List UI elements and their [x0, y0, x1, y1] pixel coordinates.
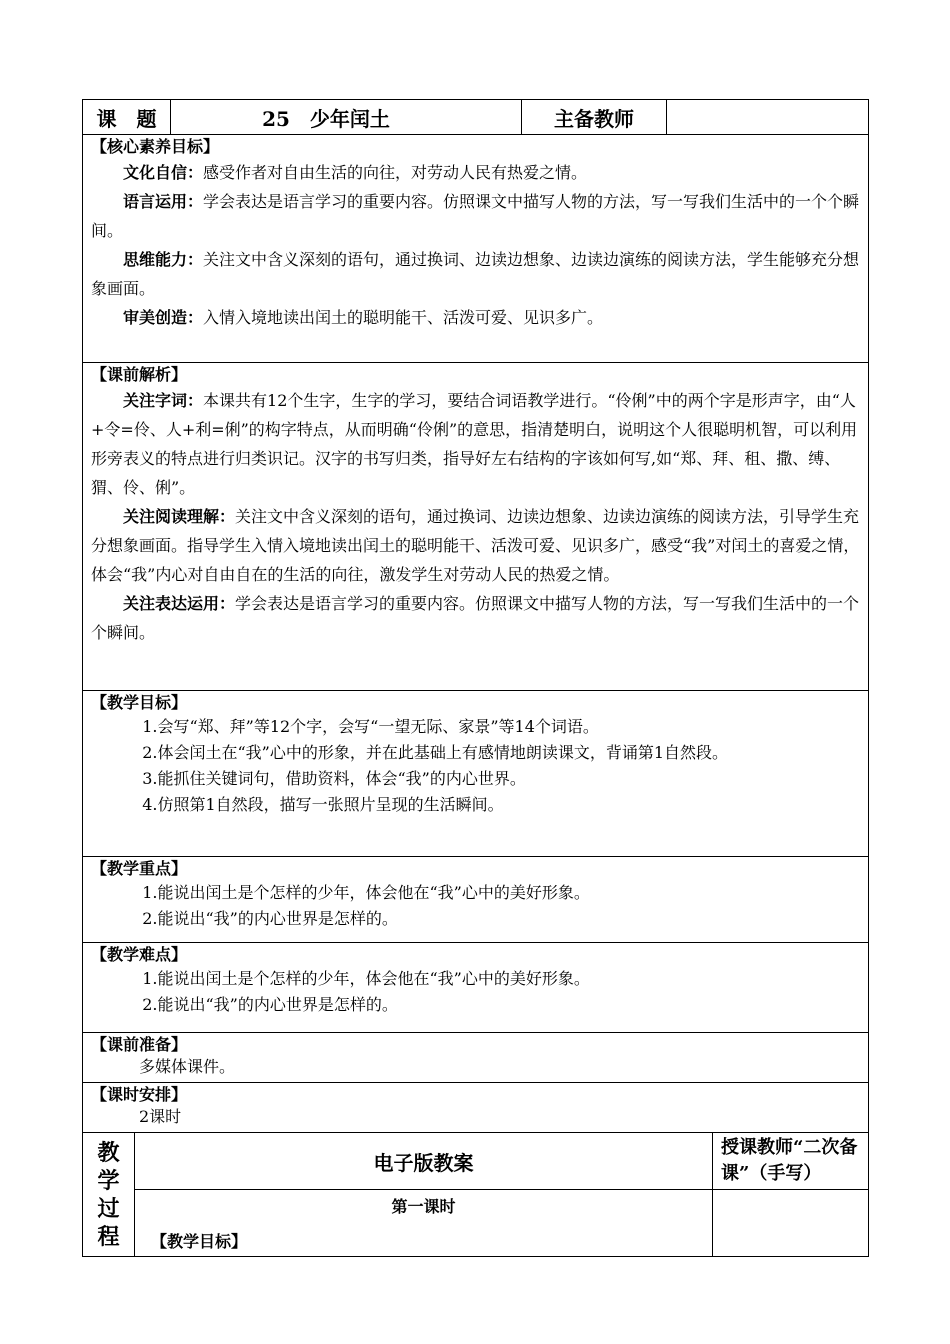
key-point-item: 1.能说出闰土是个怎样的少年，体会他在“我”心中的美好形象。 — [142, 883, 590, 902]
lesson-title: 25 少年闰土 — [171, 100, 522, 135]
core-item-text: 关注文中含义深刻的语句，通过换词、边读边想象、边读边演练的阅读方法，学生能够充分想象画面。 — [91, 250, 860, 298]
analysis-section — [83, 363, 869, 691]
analysis-item-text: 学会表达是语言学习的重要内容。仿照课文中描写人物的方法，写一写我们生活中的一个个瞬间。 — [91, 594, 860, 642]
goal-item: 2.体会闰土在“我”心中的形象，并在此基础上有感情地朗读课文，背诵第1自然段。 — [142, 743, 728, 762]
process-side-char: 过 — [97, 1195, 120, 1222]
core-item-text: 感受作者对自由生活的向往，对劳动人民有热爱之情。 — [203, 163, 588, 182]
key-point-item: 2.能说出“我”的内心世界是怎样的。 — [142, 909, 398, 928]
lesson-label: 第一课时 — [391, 1197, 456, 1216]
analysis-title: 【课前解析】 — [91, 365, 188, 384]
core-item-text: 入情入境地读出闰土的聪明能干、活泼可爱、见识多广。 — [203, 308, 604, 327]
analysis-item — [91, 386, 862, 502]
key-points-section — [83, 857, 869, 943]
analysis-item-label: 关注表达运用： — [123, 594, 236, 613]
analysis-item-label: 关注阅读理解： — [123, 507, 236, 526]
handwritten-notes-cell — [713, 1190, 869, 1257]
process-head-label: 电子版教案 — [135, 1133, 713, 1190]
core-item-label: 审美创造： — [123, 308, 204, 327]
core-title: 【核心素养目标】 — [91, 137, 220, 156]
header-row — [83, 100, 869, 135]
analysis-item-text: 关注文中含义深刻的语句，通过换词、边读边想象、边读边演练的阅读方法，引导学生充分想象画面。指导学生入情入境地读出闰土的聪明能干、活泼可爱、见识多广，感受“我”对闰土的喜爱之情，体会“我”内心对自由自在的生活的向往，激发学生对劳动人民的热爱之情。 — [91, 507, 860, 584]
process-body — [135, 1190, 713, 1257]
core-item — [91, 245, 862, 303]
process-side-label — [83, 1133, 135, 1257]
analysis-item — [91, 502, 862, 589]
process-table — [82, 1132, 869, 1257]
teacher-label: 主备教师 — [522, 100, 667, 135]
core-item-label: 语言运用： — [123, 192, 204, 211]
process-head-row — [83, 1133, 869, 1190]
goal-item: 1.会写“郑、拜”等12个字，会写“一望无际、家景”等14个词语。 — [142, 717, 599, 736]
process-body-row — [83, 1190, 869, 1257]
core-item — [91, 187, 862, 245]
core-item-label: 思维能力： — [123, 250, 204, 269]
topic-label: 课 题 — [83, 100, 171, 135]
analysis-item — [91, 589, 862, 647]
schedule-section — [83, 1083, 869, 1133]
core-item — [91, 303, 862, 332]
core-section — [83, 135, 869, 363]
lesson-goal-label: 【教学目标】 — [151, 1232, 248, 1251]
lesson-plan-table — [82, 99, 869, 1133]
preparation-section — [83, 1033, 869, 1083]
difficulties-title: 【教学难点】 — [91, 945, 188, 964]
core-item-label: 文化自信： — [123, 163, 204, 182]
schedule-title: 【课时安排】 — [91, 1085, 188, 1104]
analysis-item-label: 关注字词： — [123, 391, 204, 410]
lesson-plan-page — [82, 99, 868, 1257]
process-side-char: 教 — [97, 1139, 120, 1166]
preparation-text: 多媒体课件。 — [139, 1057, 236, 1076]
key-points-title: 【教学重点】 — [91, 859, 188, 878]
preparation-title: 【课前准备】 — [91, 1035, 188, 1054]
analysis-item-text: 本课共有12个生字，生字的学习，要结合词语教学进行。“伶俐”中的两个字是形声字，由“人+令=伶、人+利=俐”的构字特点，从而明确“伶俐”的意思，指清楚明白，说明这个人很聪明机智，可以利用形旁表义的特点进行归类识记。汉字的书写归类，指导好左右结构的字该如何写,如“郑、拜、租、撒、缚、猬、伶、俐”。 — [91, 391, 858, 497]
core-item — [91, 158, 862, 187]
process-side-char: 学 — [97, 1167, 120, 1194]
goals-title: 【教学目标】 — [91, 693, 188, 712]
difficulties-section — [83, 943, 869, 1033]
teacher-value — [667, 100, 869, 135]
core-item-text: 学会表达是语言学习的重要内容。仿照课文中描写人物的方法，写一写我们生活中的一个个瞬间。 — [91, 192, 860, 240]
goals-section — [83, 691, 869, 857]
goal-item: 4.仿照第1自然段，描写一张照片呈现的生活瞬间。 — [142, 795, 504, 814]
difficulty-item: 2.能说出“我”的内心世界是怎样的。 — [142, 995, 398, 1014]
difficulty-item: 1.能说出闰土是个怎样的少年，体会他在“我”心中的美好形象。 — [142, 969, 590, 988]
process-side-char: 程 — [97, 1223, 120, 1250]
schedule-text: 2课时 — [139, 1107, 182, 1126]
process-second-label: 授课教师“二次备课”（手写） — [713, 1133, 869, 1190]
goal-item: 3.能抓住关键词句，借助资料，体会“我”的内心世界。 — [142, 769, 526, 788]
